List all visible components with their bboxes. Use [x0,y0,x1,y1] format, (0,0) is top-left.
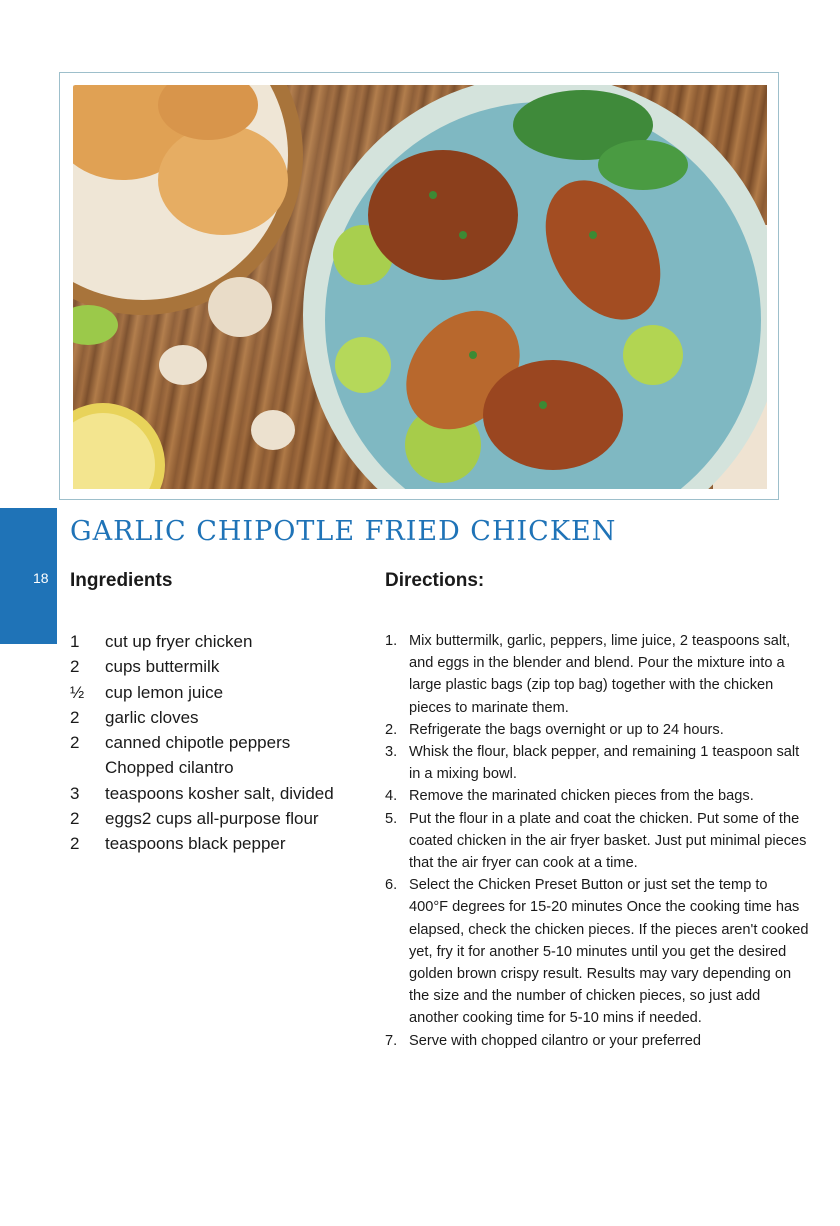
ingredient-qty: 2 [70,657,80,677]
ingredient-item [70,629,360,654]
ingredient-qty [70,755,105,780]
ingredient-qty: ½ [70,682,85,702]
ingredient-item [70,755,360,780]
direction-step [385,874,810,1029]
ingredient-text: cups buttermilk [105,657,220,677]
ingredient-text: garlic cloves [105,707,199,727]
ingredient-text: eggs2 cups all-purpose flour [105,809,319,829]
recipe-title: GARLIC CHIPOTLE FRIED CHICKEN [70,516,617,547]
direction-step [385,719,810,741]
ingredients-list [70,629,360,857]
step-number: 1. [385,633,398,649]
step-number: 2. [385,721,398,738]
direction-step [385,630,810,719]
garlic-clove [251,410,295,450]
biscuit [158,125,288,235]
ingredient-item [70,730,360,755]
step-number: 5. [385,810,398,827]
photo-frame [59,72,779,500]
ingredient-text: cup lemon juice [105,682,224,702]
ingredients-heading: Ingredients [70,570,173,591]
ingredient-qty: 2 [70,707,80,727]
ingredient-item [70,806,360,831]
direction-step [385,1030,810,1052]
chicken-thigh [483,360,623,470]
directions-list [385,630,810,1052]
ingredient-text: teaspoons black pepper [105,834,286,854]
step-text: Remove the marinated chicken pieces from the bags. [409,788,754,805]
ingredient-item [70,705,360,730]
step-number: 6. [385,877,398,894]
lime-slice [623,325,683,385]
garlic-clove [159,345,207,385]
lime-slice [335,337,391,393]
direction-step [385,808,810,875]
step-text: Refrigerate the bags overnight or up to 24 hours. [409,721,724,738]
step-text: Select the Chicken Preset Button or just set the temp to 400°F degrees for 15-20 minutes Once the cooking time has elapsed, check the chicken pieces. If the pieces aren't cooked yet, fry it for another 5-10 minutes until you get the desired golden brown crispy result. Results may vary depending on the size and the number of chicken pieces, so just add another cooking time for 5-10 mins if needed. [409,877,809,1027]
step-text: Mix buttermilk, garlic, peppers, lime juice, 2 teaspoons salt, and eggs in the blender and blend. Pour the mixture into a large plastic bags (zip top bag) together with the chicken pieces to marinate them. [409,633,791,716]
ingredient-item [70,831,360,856]
ingredient-qty: 2 [70,809,80,829]
step-number: 7. [385,1032,398,1049]
step-text: Whisk the flour, black pepper, and remaining 1 teaspoon salt in a mixing bowl. [409,744,800,783]
ingredient-text: cut up fryer chicken [105,632,253,651]
ingredient-text: Chopped cilantro [105,758,234,778]
recipe-photo-illustration [73,85,767,489]
ingredient-text: canned chipotle peppers [105,733,291,753]
ingredient-text: teaspoons kosher salt, divided [105,783,334,803]
ingredient-qty: 2 [70,733,80,753]
direction-step [385,741,810,785]
ingredient-item [70,680,360,705]
ingredient-qty: 1 [70,632,80,651]
step-number: 3. [385,744,398,761]
ingredient-qty: 3 [70,783,80,803]
recipe-photo [73,85,767,489]
ingredient-item [70,654,360,679]
ingredient-qty: 2 [70,834,80,854]
chicken-thigh [368,150,518,280]
direction-step [385,785,810,807]
step-text: Serve with chopped cilantro or your preferred [409,1032,702,1049]
ingredient-item [70,781,360,806]
directions-heading: Directions: [385,570,485,591]
step-number: 4. [385,788,398,805]
step-text: Put the flour in a plate and coat the chicken. Put some of the coated chicken in the air fryer basket. Just put minimal pieces that the air fryer can cook at a time. [409,810,807,872]
page-number: 18 [33,570,49,586]
garlic-bulb [208,277,272,337]
